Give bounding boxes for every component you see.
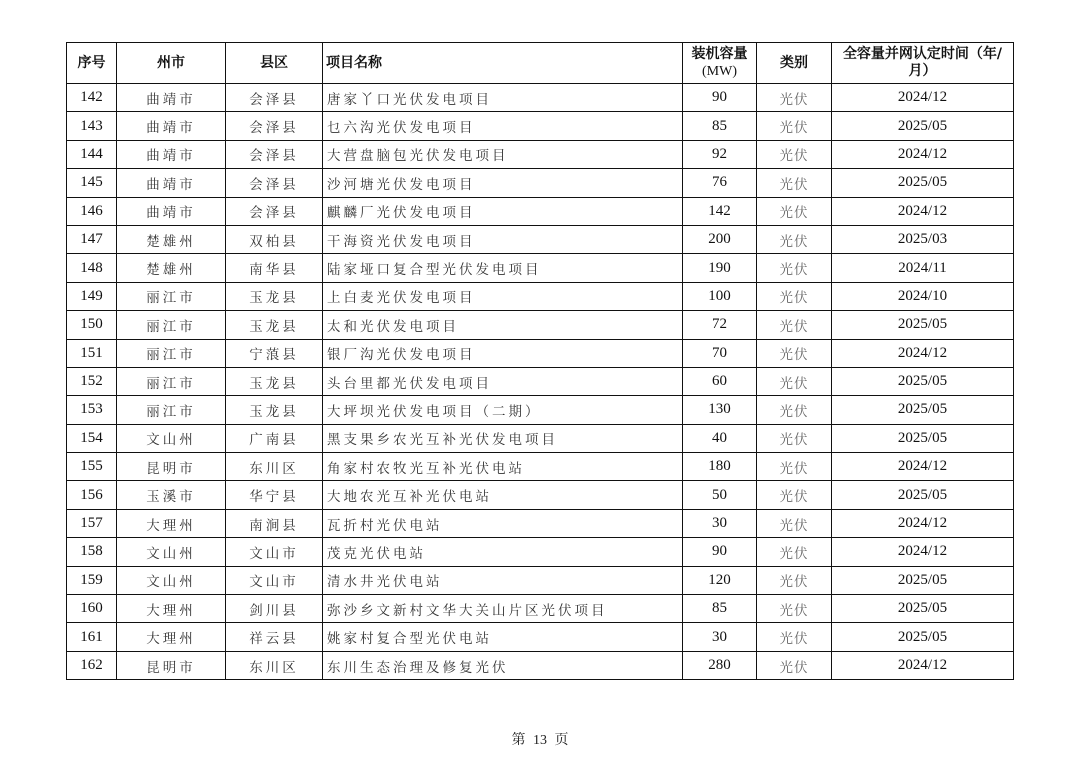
table-row — [67, 339, 1014, 367]
cell-project-name: 上白麦光伏发电项目 — [323, 282, 683, 310]
header-capacity — [683, 43, 757, 84]
header-category: 类别 — [757, 43, 832, 84]
table-row — [67, 623, 1014, 651]
cell-index: 149 — [67, 282, 117, 310]
cell-prefecture: 丽江市 — [117, 367, 226, 395]
cell-prefecture: 文山州 — [117, 538, 226, 566]
cell-grid-time: 2025/05 — [832, 112, 1014, 140]
cell-prefecture: 丽江市 — [117, 282, 226, 310]
header-capacity-unit: (MW) — [702, 64, 737, 79]
header-prefecture: 州市 — [117, 43, 226, 84]
cell-prefecture: 楚雄州 — [117, 254, 226, 282]
cell-index: 155 — [67, 453, 117, 481]
cell-prefecture: 文山州 — [117, 566, 226, 594]
cell-project-name: 姚家村复合型光伏电站 — [323, 623, 683, 651]
cell-index: 160 — [67, 595, 117, 623]
cell-capacity: 40 — [683, 424, 757, 452]
cell-grid-time: 2024/12 — [832, 651, 1014, 679]
cell-county: 南涧县 — [226, 509, 323, 537]
cell-capacity: 280 — [683, 651, 757, 679]
header-grid-time-line1: 全容量并网认定时间（年/ — [842, 46, 1003, 62]
cell-category: 光伏 — [757, 595, 832, 623]
cell-county: 华宁县 — [226, 481, 323, 509]
cell-capacity: 142 — [683, 197, 757, 225]
cell-capacity: 70 — [683, 339, 757, 367]
cell-index: 142 — [67, 84, 117, 112]
cell-category: 光伏 — [757, 282, 832, 310]
cell-index: 147 — [67, 225, 117, 253]
table-row — [67, 396, 1014, 424]
cell-project-name: 大坪坝光伏发电项目（二期） — [323, 396, 683, 424]
header-capacity-label: 装机容量 — [691, 46, 748, 62]
cell-index: 162 — [67, 651, 117, 679]
table-row — [67, 112, 1014, 140]
table-row — [67, 367, 1014, 395]
cell-county: 玉龙县 — [226, 282, 323, 310]
cell-grid-time: 2025/05 — [832, 595, 1014, 623]
cell-index: 144 — [67, 140, 117, 168]
cell-prefecture: 曲靖市 — [117, 112, 226, 140]
header-grid-time — [832, 43, 1014, 84]
table-row — [67, 595, 1014, 623]
table-row — [67, 197, 1014, 225]
cell-project-name: 麒麟厂光伏发电项目 — [323, 197, 683, 225]
cell-grid-time: 2025/05 — [832, 623, 1014, 651]
cell-county: 玉龙县 — [226, 311, 323, 339]
cell-capacity: 90 — [683, 538, 757, 566]
cell-index: 159 — [67, 566, 117, 594]
table-row — [67, 282, 1014, 310]
header-grid-time-line2: 月） — [908, 63, 937, 79]
cell-county: 会泽县 — [226, 169, 323, 197]
table-row — [67, 651, 1014, 679]
table-row — [67, 84, 1014, 112]
cell-category: 光伏 — [757, 453, 832, 481]
cell-prefecture: 大理州 — [117, 595, 226, 623]
cell-project-name: 瓦折村光伏电站 — [323, 509, 683, 537]
table-row — [67, 169, 1014, 197]
table-body — [67, 84, 1014, 680]
cell-project-name: 大地农光互补光伏电站 — [323, 481, 683, 509]
cell-category: 光伏 — [757, 197, 832, 225]
table-header-row — [67, 43, 1014, 84]
header-index: 序号 — [67, 43, 117, 84]
cell-capacity: 50 — [683, 481, 757, 509]
cell-project-name: 弥沙乡文新村文华大关山片区光伏项目 — [323, 595, 683, 623]
cell-category: 光伏 — [757, 254, 832, 282]
cell-category: 光伏 — [757, 538, 832, 566]
cell-capacity: 100 — [683, 282, 757, 310]
table-row — [67, 509, 1014, 537]
cell-county: 东川区 — [226, 651, 323, 679]
cell-category: 光伏 — [757, 566, 832, 594]
table-row — [67, 566, 1014, 594]
cell-grid-time: 2024/12 — [832, 453, 1014, 481]
cell-prefecture: 昆明市 — [117, 651, 226, 679]
cell-capacity: 30 — [683, 623, 757, 651]
cell-capacity: 130 — [683, 396, 757, 424]
cell-category: 光伏 — [757, 140, 832, 168]
cell-grid-time: 2024/12 — [832, 339, 1014, 367]
cell-index: 157 — [67, 509, 117, 537]
cell-county: 南华县 — [226, 254, 323, 282]
table-row — [67, 254, 1014, 282]
cell-prefecture: 大理州 — [117, 623, 226, 651]
cell-prefecture: 丽江市 — [117, 396, 226, 424]
cell-county: 会泽县 — [226, 84, 323, 112]
cell-category: 光伏 — [757, 225, 832, 253]
cell-index: 143 — [67, 112, 117, 140]
cell-grid-time: 2025/05 — [832, 424, 1014, 452]
cell-grid-time: 2025/05 — [832, 169, 1014, 197]
cell-project-name: 陆家垭口复合型光伏发电项目 — [323, 254, 683, 282]
cell-category: 光伏 — [757, 424, 832, 452]
cell-category: 光伏 — [757, 112, 832, 140]
cell-project-name: 银厂沟光伏发电项目 — [323, 339, 683, 367]
table-row — [67, 481, 1014, 509]
cell-capacity: 90 — [683, 84, 757, 112]
cell-prefecture: 丽江市 — [117, 311, 226, 339]
cell-project-name: 乜六沟光伏发电项目 — [323, 112, 683, 140]
cell-category: 光伏 — [757, 396, 832, 424]
header-county: 县区 — [226, 43, 323, 84]
cell-index: 152 — [67, 367, 117, 395]
cell-grid-time: 2025/05 — [832, 367, 1014, 395]
cell-county: 东川区 — [226, 453, 323, 481]
cell-county: 会泽县 — [226, 140, 323, 168]
cell-county: 宁蒗县 — [226, 339, 323, 367]
cell-county: 双柏县 — [226, 225, 323, 253]
cell-index: 145 — [67, 169, 117, 197]
cell-project-name: 太和光伏发电项目 — [323, 311, 683, 339]
cell-project-name: 大营盘脑包光伏发电项目 — [323, 140, 683, 168]
cell-prefecture: 曲靖市 — [117, 140, 226, 168]
cell-grid-time: 2025/05 — [832, 566, 1014, 594]
cell-county: 剑川县 — [226, 595, 323, 623]
cell-grid-time: 2024/12 — [832, 538, 1014, 566]
table-row — [67, 311, 1014, 339]
cell-index: 158 — [67, 538, 117, 566]
project-table — [66, 42, 1014, 680]
cell-county: 会泽县 — [226, 197, 323, 225]
cell-prefecture: 曲靖市 — [117, 84, 226, 112]
cell-category: 光伏 — [757, 367, 832, 395]
cell-index: 148 — [67, 254, 117, 282]
cell-project-name: 干海资光伏发电项目 — [323, 225, 683, 253]
cell-capacity: 85 — [683, 112, 757, 140]
cell-capacity: 60 — [683, 367, 757, 395]
cell-grid-time: 2025/05 — [832, 396, 1014, 424]
cell-project-name: 头台里都光伏发电项目 — [323, 367, 683, 395]
cell-capacity: 30 — [683, 509, 757, 537]
cell-county: 会泽县 — [226, 112, 323, 140]
cell-county: 玉龙县 — [226, 367, 323, 395]
cell-grid-time: 2024/12 — [832, 509, 1014, 537]
table-row — [67, 140, 1014, 168]
table-row — [67, 538, 1014, 566]
cell-index: 151 — [67, 339, 117, 367]
cell-grid-time: 2024/12 — [832, 140, 1014, 168]
cell-prefecture: 曲靖市 — [117, 169, 226, 197]
cell-prefecture: 丽江市 — [117, 339, 226, 367]
cell-project-name: 茂克光伏电站 — [323, 538, 683, 566]
table-row — [67, 225, 1014, 253]
cell-county: 广南县 — [226, 424, 323, 452]
cell-project-name: 沙河塘光伏发电项目 — [323, 169, 683, 197]
cell-index: 161 — [67, 623, 117, 651]
page-number: 第 13 页 — [511, 733, 569, 748]
cell-category: 光伏 — [757, 311, 832, 339]
cell-grid-time: 2025/03 — [832, 225, 1014, 253]
cell-index: 150 — [67, 311, 117, 339]
cell-capacity: 85 — [683, 595, 757, 623]
cell-grid-time: 2024/11 — [832, 254, 1014, 282]
cell-project-name: 东川生态治理及修复光伏 — [323, 651, 683, 679]
table-row — [67, 453, 1014, 481]
cell-grid-time: 2025/05 — [832, 481, 1014, 509]
cell-capacity: 72 — [683, 311, 757, 339]
cell-grid-time: 2024/12 — [832, 84, 1014, 112]
cell-project-name: 黑支果乡农光互补光伏发电项目 — [323, 424, 683, 452]
cell-index: 153 — [67, 396, 117, 424]
cell-prefecture: 曲靖市 — [117, 197, 226, 225]
cell-capacity: 190 — [683, 254, 757, 282]
cell-prefecture: 昆明市 — [117, 453, 226, 481]
cell-category: 光伏 — [757, 481, 832, 509]
cell-capacity: 120 — [683, 566, 757, 594]
cell-project-name: 唐家丫口光伏发电项目 — [323, 84, 683, 112]
cell-capacity: 180 — [683, 453, 757, 481]
cell-project-name: 清水井光伏电站 — [323, 566, 683, 594]
cell-project-name: 角家村农牧光互补光伏电站 — [323, 453, 683, 481]
cell-prefecture: 楚雄州 — [117, 225, 226, 253]
header-project-name: 项目名称 — [323, 43, 683, 84]
cell-grid-time: 2024/10 — [832, 282, 1014, 310]
cell-prefecture: 玉溪市 — [117, 481, 226, 509]
cell-county: 祥云县 — [226, 623, 323, 651]
cell-category: 光伏 — [757, 339, 832, 367]
cell-category: 光伏 — [757, 84, 832, 112]
cell-capacity: 200 — [683, 225, 757, 253]
cell-category: 光伏 — [757, 623, 832, 651]
table-row — [67, 424, 1014, 452]
cell-index: 146 — [67, 197, 117, 225]
cell-grid-time: 2024/12 — [832, 197, 1014, 225]
cell-category: 光伏 — [757, 651, 832, 679]
cell-index: 154 — [67, 424, 117, 452]
cell-capacity: 92 — [683, 140, 757, 168]
cell-prefecture: 大理州 — [117, 509, 226, 537]
cell-index: 156 — [67, 481, 117, 509]
cell-county: 玉龙县 — [226, 396, 323, 424]
cell-county: 文山市 — [226, 538, 323, 566]
cell-county: 文山市 — [226, 566, 323, 594]
cell-capacity: 76 — [683, 169, 757, 197]
cell-category: 光伏 — [757, 509, 832, 537]
cell-category: 光伏 — [757, 169, 832, 197]
cell-grid-time: 2025/05 — [832, 311, 1014, 339]
cell-prefecture: 文山州 — [117, 424, 226, 452]
